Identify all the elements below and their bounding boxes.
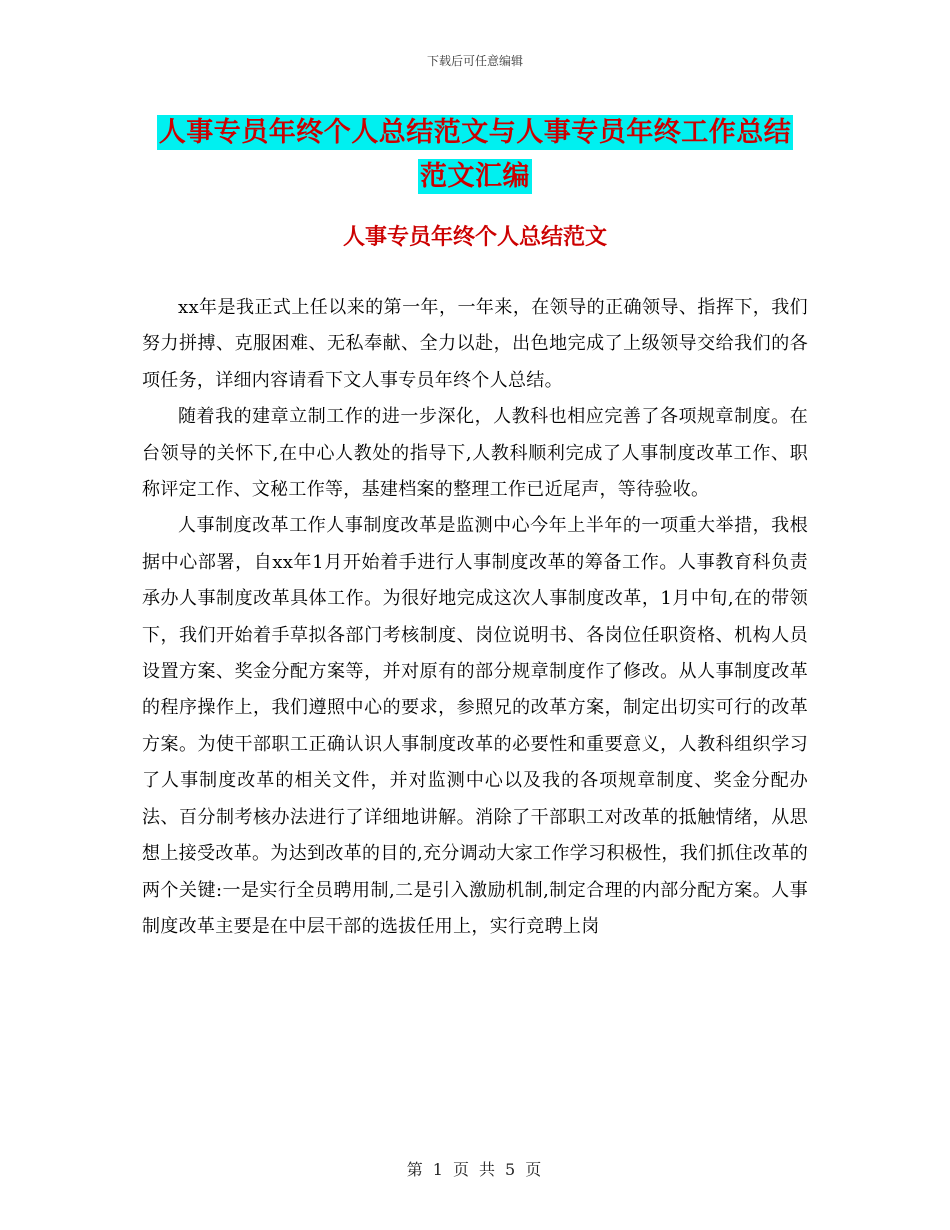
footer-total-pages: 5 bbox=[505, 1160, 518, 1179]
paragraph-2: 随着我的建章立制工作的进一步深化，人教科也相应完善了各项规章制度。在台领导的关怀下,在中心人教处的指导下,人教科顺利完成了人事制度改革工作、职称评定工作、文秘工作等，基建档案的整理工作已近尾声，等待验收。 bbox=[142, 406, 808, 501]
footer-prefix: 第 bbox=[406, 1160, 425, 1179]
paragraph-1: xx年是我正式上任以来的第一年，一年来，在领导的正确领导、指挥下，我们努力拼搏、克服困难、无私奉献、全力以赴，出色地完成了上级领导交给我们的各项任务，详细内容请看下文人事专员年终个人总结。 bbox=[142, 297, 808, 391]
footer-page-label: 页 bbox=[452, 1160, 471, 1179]
document-title-line-1 bbox=[0, 110, 950, 149]
footer-page-number: 1 bbox=[432, 1160, 445, 1179]
document-title-line-2 bbox=[0, 154, 950, 193]
body-text bbox=[142, 290, 808, 945]
section-heading: 人事专员年终个人总结范文 bbox=[342, 224, 607, 250]
page-header: 下载后可任意编辑 bbox=[426, 54, 523, 68]
footer-suffix: 页 bbox=[525, 1160, 544, 1179]
title-highlight-2: 范文汇编 bbox=[420, 161, 530, 192]
footer-total-prefix: 共 bbox=[479, 1160, 498, 1179]
page-footer bbox=[0, 1157, 950, 1180]
paragraph-3: 人事制度改革工作人事制度改革是监测中心今年上半年的一项重大举措，我根据中心部署，自xx年1月开始着手进行人事制度改革的筹备工作。人事教育科负责承办人事制度改革具体工作。为很好地完成这次人事制度改革，1月中旬,在的带领下，我们开始着手草拟各部门考核制度、岗位说明书、各岗位任职资格、机构人员设置方案、奖金分配方案等，并对原有的部分规章制度作了修改。从人事制度改革的程序操作上，我们遵照中心的要求，参照兄的改革方案，制定出切实可行的改革方案。为使干部职工正确认识人事制度改革的必要性和重要意义，人教科组织学习了人事制度改革的相关文件，并对监测中心以及我的各项规章制度、奖金分配办法、百分制考核办法进行了详细地讲解。消除了干部职工对改革的抵触情绪，从思想上接受改革。为达到改革的目的,充分调动大家工作学习积极性，我们抓住改革的两个关键:一是实行全员聘用制,二是引入激励机制,制定合理的内部分配方案。人事制度改革主要是在中层干部的选拔任用上，实行竞聘上岗 bbox=[142, 515, 808, 937]
title-highlight-1: 人事专员年终个人总结范文与人事专员年终工作总结 bbox=[158, 117, 792, 148]
